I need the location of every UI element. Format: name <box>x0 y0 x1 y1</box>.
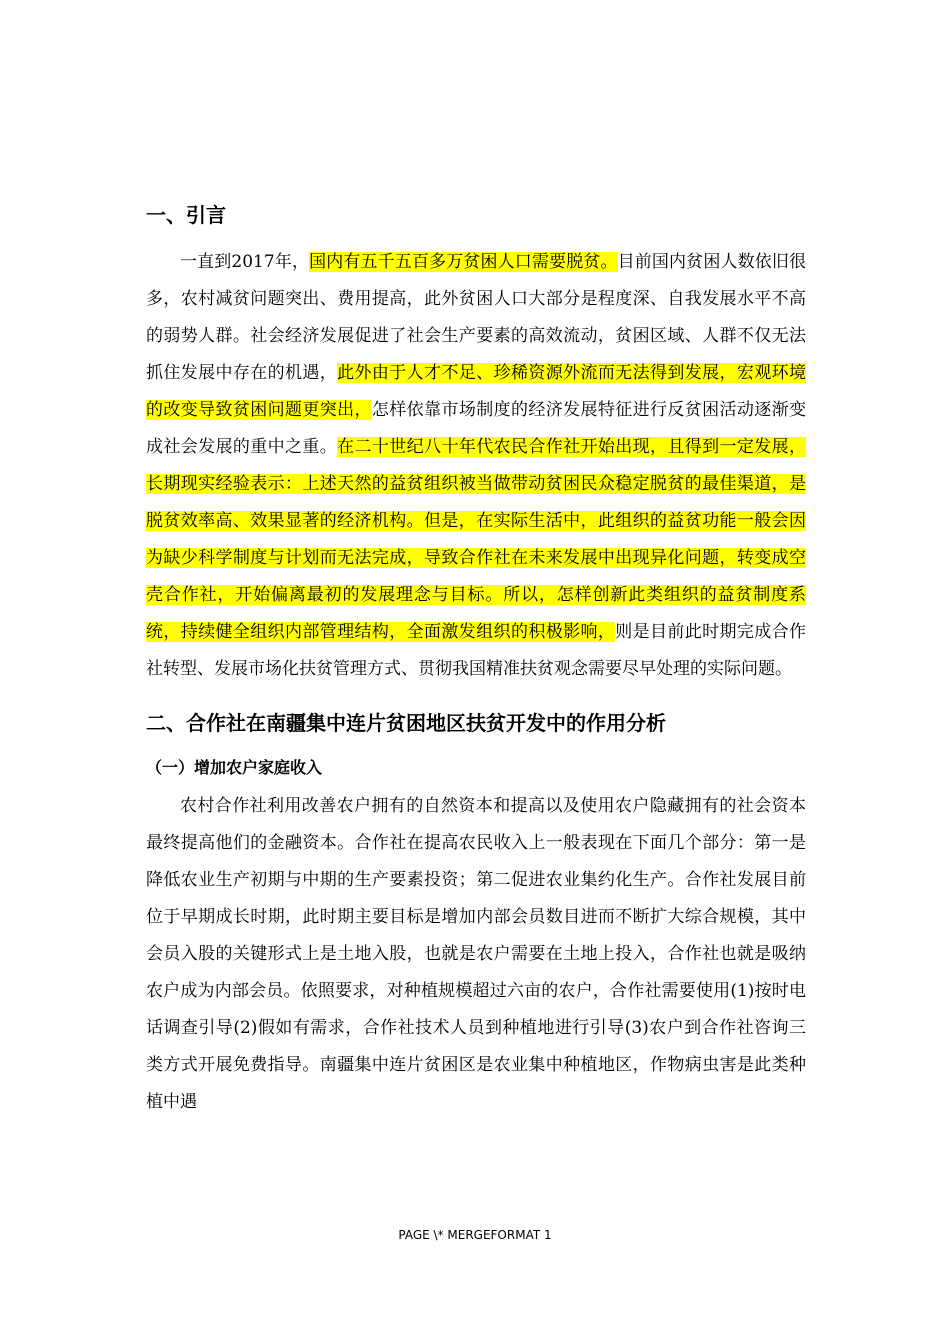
section-2-heading: 二、合作社在南疆集中连片贫困地区扶贫开发中的作用分析 <box>146 711 666 735</box>
subsection-1-paragraph: 农村合作社利用改善农户拥有的自然资本和提高以及使用农户隐藏拥有的社会资本最终提高他们的金融资本。合作社在提高农民收入上一般表现在下面几个部分：第一是降低农业生产初期与中期的生产要素投资；第二促进农业集约化生产。合作社发展目前位于早期成长时期，此时期主要目标是增加内部会员数目进而不断扩大综合规模，其中会员入股的关键形式上是土地入股，也就是农户需要在土地上投入，合作社也就是吸纳农户成为内部会员。依照要求，对种植规模超过六亩的农户，合作社需要使用(1)按时电话调查引导(2)假如有需求，合作社技术人员到种植地进行引导(3)农户到合作社咨询三类方式开展免费指导。南疆集中连片贫困区是农业集中种植地区，作物病虫害是此类种植中遇 <box>146 796 806 1112</box>
section-1-paragraph <box>146 244 806 688</box>
text-run: 一直到2017年， <box>180 252 310 272</box>
text-run: 目前国内贫困人数依旧很多，农村减贫问题突出、费用提高，此外贫困人口大部分是程度深、自我发展水平不高的弱势人群。社会经济发展促进了社会生产要素的高效流动，贫困区域、人群不仅无法抓住发展中存在的机遇， <box>146 252 807 383</box>
page-footer: PAGE \* MERGEFORMAT 1 <box>398 1228 552 1242</box>
highlighted-text: 此外由于人才不足、珍稀资源外流而无法得到发展，宏观环境的改变导致贫困问题更突出， <box>146 363 807 420</box>
section-1-heading: 一、引言 <box>146 203 226 227</box>
document-body <box>146 190 806 1121</box>
highlighted-text: 在二十世纪八十年代农民合作社开始出现，且得到一定发展，长期现实经验表示：上述天然的益贫组织被当做带动贫困民众稳定脱贫的最佳渠道，是脱贫效率高、效果显著的经济机构。但是，在实际生活中，此组织的益贫功能一般会因为缺少科学制度与计划而无法完成，导致合作社在未来发展中出现异化问题，转变成空壳合作社，开始偏离最初的发展理念与目标。所以，怎样创新此类组织的益贫制度系统，持续健全组织内部管理结构，全面激发组织的积极影响， <box>146 437 807 642</box>
text-run: 怎样依靠市场制度的经济发展特征进行反贫困活动逐渐变成社会发展的重中之重。 <box>146 400 807 457</box>
highlighted-text: 国内有五千五百多万贫困人口需要脱贫。 <box>309 252 618 272</box>
text-run: 则是目前此时期完成合作社转型、发展市场化扶贫管理方式、贯彻我国精准扶贫观念需要尽早处理的实际问题。 <box>146 622 807 679</box>
subsection-1-heading: （一）增加农户家庭收入 <box>146 758 323 777</box>
